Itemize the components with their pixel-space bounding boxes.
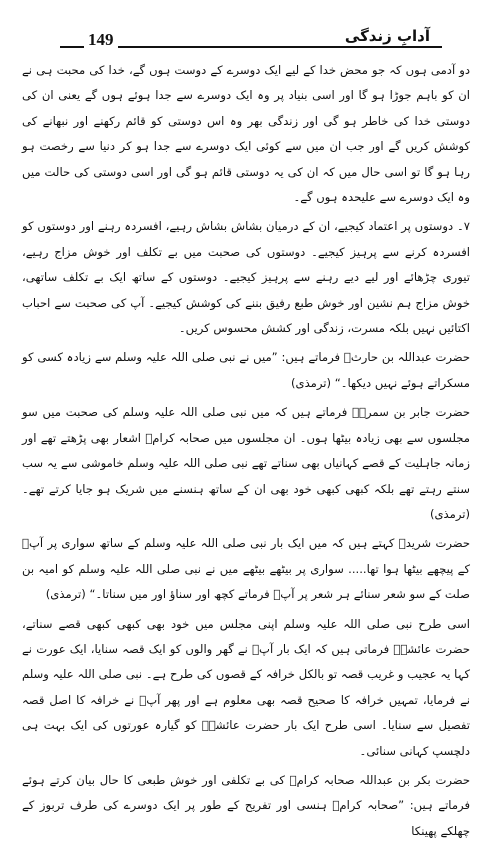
paragraph-6: اسی طرح نبی صلی اللہ علیہ وسلم اپنی مجلس میں خود بھی کبھی کبھی قصے سناتے، حضرت عائشہؓ فرماتی ہیں کہ ایک بار آپؐ نے گھر والوں کو ایک قصہ سنایا، ایک عورت نے کہا یہ عجیب و غریب قصہ تو بالکل خرافہ کے قصوں کی طرح ہے۔ نبی صلی اللہ علیہ وسلم نے فرمایا، تمہیں خرافہ کا صحیح قصہ بھی معلوم ہے اور پھر آپؐ نے خرافہ کا اصل قصہ تفصیل سے سنایا۔ اسی طرح ایک بار حضرت عائشہؓ کو گیارہ عورتوں کی ایک بہت ہی دلچسپ کہانی سنائی۔ <box>22 616 470 758</box>
paragraph-3: حضرت عبداللہ بن حارثؓ فرماتے ہیں: ”میں نے نبی صلی اللہ علیہ وسلم سے زیادہ کسی کو مسکراتے ہوئے نہیں دیکھا۔“ (ترمذی) <box>22 350 470 390</box>
page-number: 149 <box>84 30 118 50</box>
running-title: آدابِ زندگی <box>339 27 436 45</box>
paragraph-5: حضرت شریدؓ کہتے ہیں کہ میں ایک بار نبی صلی اللہ علیہ وسلم کے ساتھ سواری پر آپؐ کے پیچھے بیٹھا ہوا تھا..... سواری پر بیٹھے بیٹھے میں نے نبی صلی اللہ علیہ وسلم کو امیہ بن صلت کے سو شعر سنائے ہر شعر پر آپؐ فرماتے کچھ اور سناؤ اور میں سناتا۔“ (ترمذی) <box>22 536 470 602</box>
paragraph-4: حضرت جابر بن سمرہؓ فرماتے ہیں کہ میں نبی صلی اللہ علیہ وسلم کی صحبت میں سو مجلسوں سے بھی زیادہ بیٹھا ہوں۔ ان مجلسوں میں صحابہ کرامؓ اشعار بھی پڑھتے تھے اور زمانہ جاہلیت کے قصے کہانیاں بھی سناتے تھے نبی صلی اللہ علیہ وسلم خاموشی سے یہ سب سنتے رہتے تھے بلکہ کبھی کبھی خود بھی ان کے ساتھ ہنسنے میں شریک ہو جایا کرتے تھے۔ (ترمذی) <box>22 405 470 521</box>
paragraph-1: دو آدمی ہوں کہ جو محض خدا کے لیے ایک دوسرے کے دوست ہوں گے، خدا کی محبت ہی نے ان کو باہم جوڑا ہو گا اور اسی بنیاد پر وہ ایک دوسرے سے جدا ہوئے ہوں گے یعنی ان کی دوستی خدا کی خاطر ہو گی اور زندگی بھر وہ اس دوستی کو قائم رکھنے اور نبھانے کی کوشش کریں گے اور جب ان میں سے کوئی ایک دوسرے سے جدا ہو کر دنیا سے رخصت ہو رہا ہو گا تو اسی حال میں کہ ان کی یہ دوستی قائم ہو گی اور اسی دوستی کی حالت میں وہ ایک دوسرے سے علیحدہ ہوں گے۔ <box>22 63 470 205</box>
page-body <box>22 58 470 844</box>
page-header <box>22 0 470 58</box>
paragraph-7: حضرت بکر بن عبداللہ صحابہ کرامؓ کی بے تکلفی اور خوش طبعی کا حال بیان کرتے ہوئے فرماتے ہیں: ”صحابہ کرامؓ ہنسی اور تفریح کے طور پر ایک دوسرے کی طرف تربوز کے چھلکے پھینکا <box>22 772 470 838</box>
paragraph-2: ۷۔ دوستوں پر اعتماد کیجیے، ان کے درمیان بشاش بشاش رہیے، افسردہ رہنے اور دوستوں کو افسردہ کرنے سے پرہیز کیجیے۔ دوستوں کی صحبت میں بے تکلف اور خوش مزاج رہیے، تیوری چڑھائے اور لیے دیے رہنے سے پرہیز کیجیے۔ دوستوں کے ساتھ ایک بے تکلف ساتھی، خوش مزاج ہم نشین اور خوش طبع رفیق بننے کی کوشش کیجیے۔ آپ کی صحبت سے احباب اکتائیں نہیں بلکہ مسرت، زندگی اور کشش محسوس کریں۔ <box>22 219 470 336</box>
